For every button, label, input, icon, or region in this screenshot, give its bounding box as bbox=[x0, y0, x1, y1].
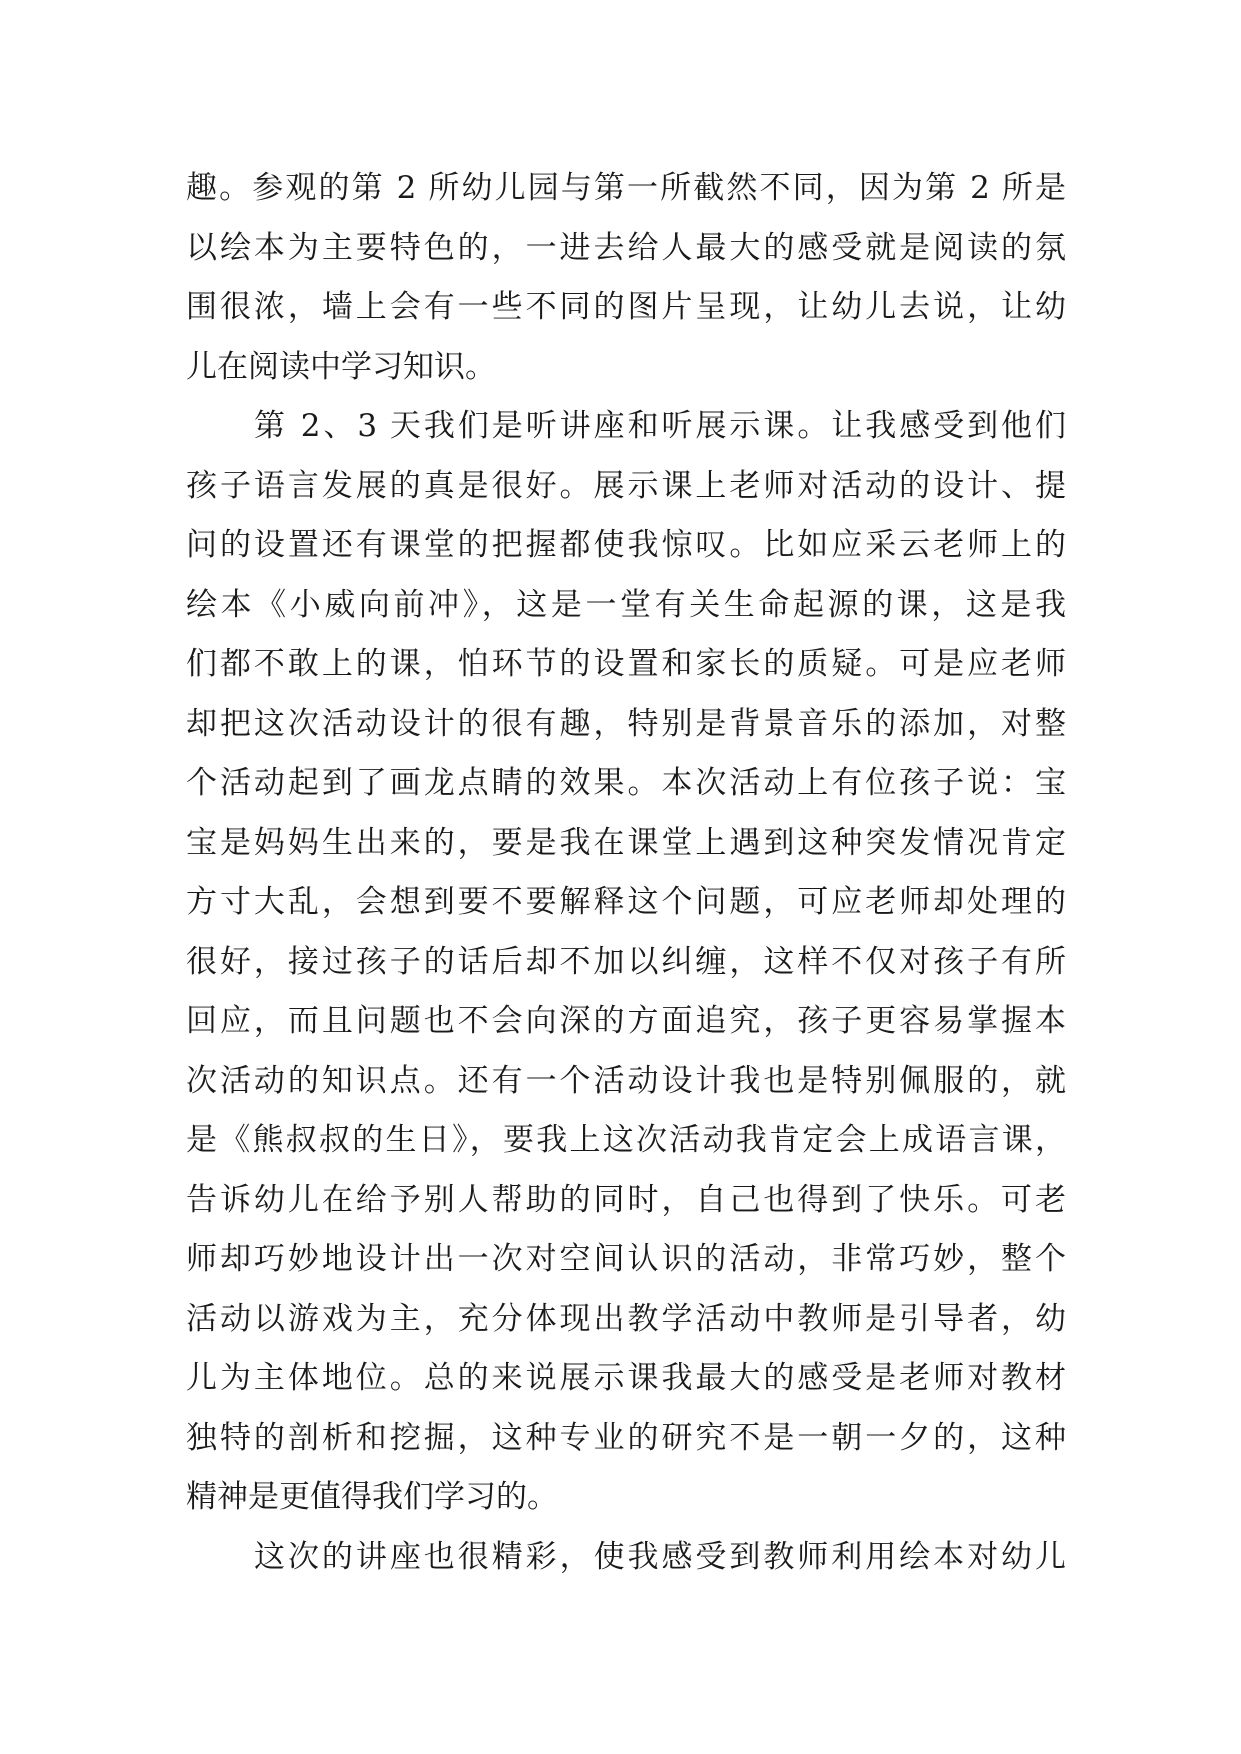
text-line: 围很浓，墙上会有一些不同的图片呈现，让幼儿去说，让幼 bbox=[186, 289, 1066, 325]
body-text bbox=[186, 159, 1066, 1587]
text-line: 次活动的知识点。还有一个活动设计我也是特别佩服的，就 bbox=[186, 1062, 1066, 1099]
text-line: 告诉幼儿在给予别人帮助的同时，自己也得到了快乐。可老 bbox=[186, 1181, 1066, 1218]
paragraph-first-line: 第 2、3 天我们是听讲座和听展示课。让我感受到他们 bbox=[254, 408, 1066, 444]
text-line: 趣。参观的第 2 所幼儿园与第一所截然不同，因为第 2 所是 bbox=[186, 170, 1066, 206]
text-line: 精神是更值得我们学习的。 bbox=[186, 1479, 558, 1515]
text-line: 很好，接过孩子的话后却不加以纠缠，这样不仅对孩子有所 bbox=[186, 943, 1066, 980]
text-line: 活动以游戏为主，充分体现出教学活动中教师是引导者，幼 bbox=[186, 1300, 1066, 1337]
text-line: 儿在阅读中学习知识。 bbox=[186, 348, 496, 385]
text-line: 是《熊叔叔的生日》，要我上这次活动我肯定会上成语言课， bbox=[186, 1122, 1066, 1158]
text-line: 们都不敢上的课，怕环节的设置和家长的质疑。可是应老师 bbox=[186, 646, 1066, 682]
text-line: 儿为主体地位。总的来说展示课我最大的感受是老师对教材 bbox=[186, 1360, 1066, 1396]
text-line: 却把这次活动设计的很有趣，特别是背景音乐的添加，对整 bbox=[186, 705, 1066, 742]
text-line: 师却巧妙地设计出一次对空间认识的活动，非常巧妙，整个 bbox=[186, 1241, 1066, 1277]
text-line: 绘本《小威向前冲》，这是一堂有关生命起源的课，这是我 bbox=[186, 586, 1066, 623]
text-line: 独特的剖析和挖掘，这种专业的研究不是一朝一夕的，这种 bbox=[186, 1419, 1066, 1456]
text-line: 孩子语言发展的真是很好。展示课上老师对活动的设计、提 bbox=[186, 467, 1066, 504]
text-line: 个活动起到了画龙点睛的效果。本次活动上有位孩子说：宝 bbox=[186, 765, 1066, 801]
text-line: 方寸大乱，会想到要不要解释这个问题，可应老师却处理的 bbox=[186, 884, 1066, 920]
text-line: 问的设置还有课堂的把握都使我惊叹。比如应采云老师上的 bbox=[186, 527, 1066, 563]
text-line: 宝是妈妈生出来的，要是我在课堂上遇到这种突发情况肯定 bbox=[186, 824, 1066, 861]
paragraph-first-line: 这次的讲座也很精彩，使我感受到教师利用绘本对幼儿 bbox=[254, 1538, 1066, 1575]
text-line: 以绘本为主要特色的，一进去给人最大的感受就是阅读的氛 bbox=[186, 229, 1066, 266]
text-line: 回应，而且问题也不会向深的方面追究，孩子更容易掌握本 bbox=[186, 1003, 1066, 1039]
